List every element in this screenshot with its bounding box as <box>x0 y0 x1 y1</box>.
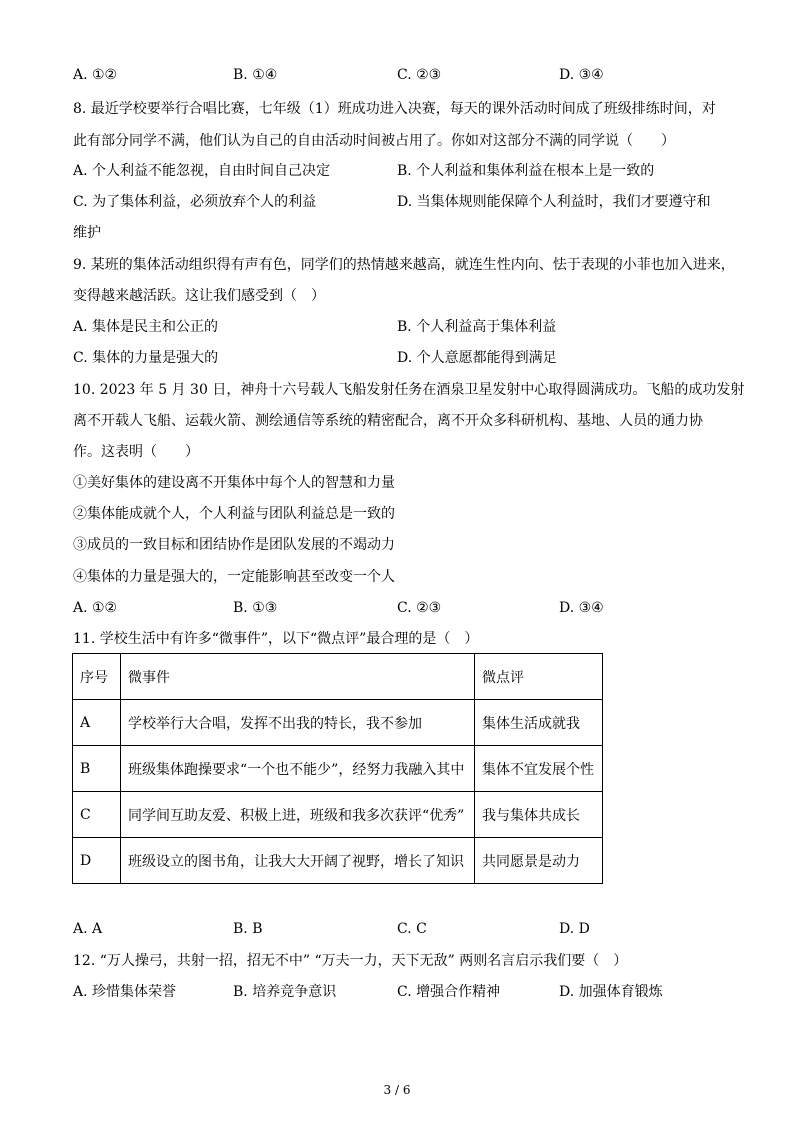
q10-stem-line-2: 离不开载人飞船、运载火箭、测绘通信等系统的精密配合，离不开众多科研机构、基地、人员的通力协 <box>73 413 703 429</box>
table-cell: 集体生活成就我 <box>475 700 603 746</box>
q9-option-c: C. 集体的力量是强大的 <box>73 350 219 366</box>
table-cell: 班级集体跑操要求“一个也不能少”，经努力我融入其中 <box>121 746 475 792</box>
q7-option-b: B. ①④ <box>233 67 278 83</box>
q8-option-d-continued: 维护 <box>73 225 101 241</box>
q12-stem: 12. “万人操弓，共射一招，招无不中” “万夫一力，天下无敌” 两则名言启示我们要（ ） <box>73 953 628 969</box>
q10-stem-line-3: 作。这表明（ ） <box>73 444 199 460</box>
table-header-cell: 微点评 <box>475 654 603 700</box>
q8-option-d: D. 当集体规则能保障个人利益时，我们才要遵守和 <box>397 194 711 210</box>
table-row <box>73 792 603 838</box>
q11-option-c: C. C <box>397 921 427 937</box>
q9-option-d: D. 个人意愿都能得到满足 <box>397 350 557 366</box>
q7-option-a: A. ①② <box>73 67 118 83</box>
q8-option-c: C. 为了集体利益，必须放弃个人的利益 <box>73 194 317 210</box>
q9-option-b: B. 个人利益高于集体利益 <box>397 319 557 335</box>
table-cell: B <box>73 746 121 792</box>
q11-option-d: D. D <box>559 921 590 937</box>
table-row <box>73 838 603 884</box>
q11-option-b: B. B <box>233 921 263 937</box>
q9-stem-line-2: 变得越来越活跃。这让我们感受到（ ） <box>73 288 325 304</box>
table-row <box>73 700 603 746</box>
q12-option-a: A. 珍惜集体荣誉 <box>73 984 177 1000</box>
q10-option-c: C. ②③ <box>397 600 442 616</box>
table-cell: A <box>73 700 121 746</box>
q10-statement-1: ①美好集体的建设离不开集体中每个人的智慧和力量 <box>73 475 395 491</box>
q10-statement-2: ②集体能成就个人，个人利益与团队利益总是一致的 <box>73 506 395 522</box>
table-cell: 集体不宜发展个性 <box>475 746 603 792</box>
table-header-row <box>73 654 603 700</box>
table-cell: C <box>73 792 121 838</box>
q8-option-b: B. 个人利益和集体利益在根本上是一致的 <box>397 163 655 179</box>
q9-stem-line-1: 9. 某班的集体活动组织得有声有色，同学们的热情越来越高，就连生性内向、怯于表现的小菲也加入进来， <box>73 257 735 273</box>
q11-stem: 11. 学校生活中有许多“微事件”，以下“微点评”最合理的是（ ） <box>73 631 479 647</box>
table-cell: 我与集体共成长 <box>475 792 603 838</box>
table-cell: 学校举行大合唱，发挥不出我的特长，我不参加 <box>121 700 475 746</box>
q9-option-a: A. 集体是民主和公正的 <box>73 319 219 335</box>
q12-option-d: D. 加强体育锻炼 <box>559 984 663 1000</box>
q10-statement-4: ④集体的力量是强大的，一定能影响甚至改变一个人 <box>73 569 395 585</box>
table-cell: D <box>73 838 121 884</box>
q11-table <box>72 653 603 884</box>
q12-option-c: C. 增强合作精神 <box>397 984 501 1000</box>
table-header-cell: 序号 <box>73 654 121 700</box>
q8-stem-line-1: 8. 最近学校要举行合唱比赛，七年级（1）班成功进入决赛，每天的课外活动时间成了班级排练时间，对 <box>73 101 716 117</box>
q8-option-a: A. 个人利益不能忽视，自由时间自己决定 <box>73 163 331 179</box>
page-number: 3 / 6 <box>383 1083 411 1097</box>
q8-stem-line-2: 此有部分同学不满，他们认为自己的自由活动时间被占用了。你如对这部分不满的同学说（ ） <box>73 133 675 149</box>
q10-statement-3: ③成员的一致目标和团结协作是团队发展的不竭动力 <box>73 537 395 553</box>
q10-option-a: A. ①② <box>73 600 118 616</box>
q11-option-a: A. A <box>73 921 103 937</box>
q10-option-d: D. ③④ <box>559 600 604 616</box>
table-row <box>73 746 603 792</box>
q7-option-c: C. ②③ <box>397 67 442 83</box>
table-header-cell: 微事件 <box>121 654 475 700</box>
table-cell: 同学间互助友爱、积极上进，班级和我多次获评“优秀” <box>121 792 475 838</box>
table-cell: 班级设立的图书角，让我大大开阔了视野，增长了知识 <box>121 838 475 884</box>
q10-option-b: B. ①③ <box>233 600 278 616</box>
q7-option-d: D. ③④ <box>559 67 604 83</box>
table-cell: 共同愿景是动力 <box>475 838 603 884</box>
q10-stem-line-1: 10. 2023 年 5 月 30 日，神舟十六号载人飞船发射任务在酒泉卫星发射中心取得圆满成功。飞船的成功发射 <box>73 382 745 398</box>
q12-option-b: B. 培养竞争意识 <box>233 984 337 1000</box>
